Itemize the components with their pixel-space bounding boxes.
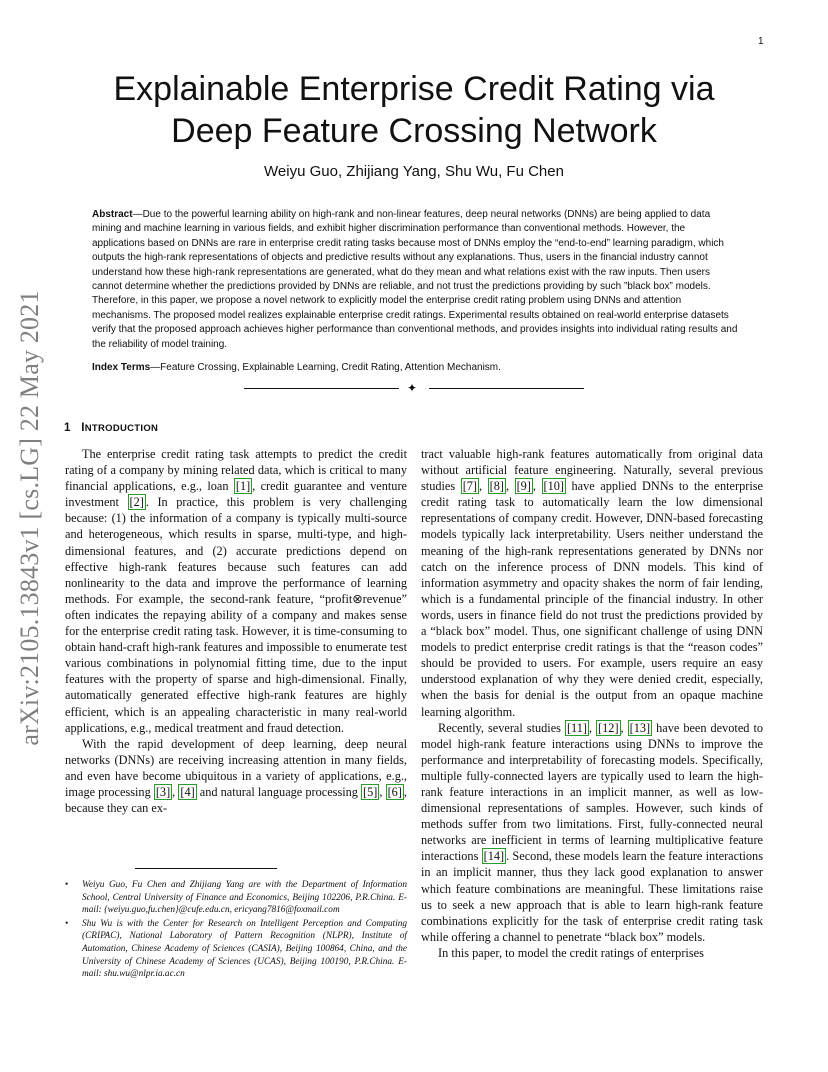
paper-title — [60, 68, 768, 152]
left-column — [65, 446, 407, 816]
citation-link[interactable]: [13] — [629, 720, 651, 735]
text-run: , because they can ex- — [65, 784, 407, 816]
text-run: . In practice, this problem is very challenging because: (1) the information of a company is typically multi-source and heterogeneous, which results in sparse, multi-type, and high-dimensional features, and (2) accurate predictions depend on effective high-rank features because such features can add nonlinearity to the data and improve the performance of learning methods. For example, the second-rank feature, “profit⊗revenue” often indicates the repaying ability of a company and makes sense for the enterprise credit rating task. However, it is time-consuming to obtain hand-craft high-rank features and impossible to enumerate test various combinations in polynomial fitting time, due to the input features with the property of sparse and high-dimensional. Finally, automatically generated effective high-rank features are highly efficient, which is an appealing characteristic in many real-world applications, e.g., medical treatment and fraud detection. — [65, 495, 407, 735]
right-column — [421, 446, 763, 961]
citation-link[interactable]: [1] — [235, 479, 251, 494]
arxiv-id: arXiv:2105.13843v1 [cs.LG] 22 May 2021 — [15, 290, 44, 746]
footnote-item — [65, 918, 407, 981]
citation-link[interactable]: [12] — [598, 720, 619, 735]
title-line-1: Explainable Enterprise Credit Rating via — [113, 70, 715, 108]
arxiv-stamp — [15, 278, 55, 758]
paragraph — [65, 446, 407, 736]
index-terms — [92, 361, 739, 375]
text-run: , — [479, 479, 488, 494]
footnote-item — [65, 879, 407, 917]
paragraph — [421, 446, 763, 720]
citation-link[interactable]: [9] — [516, 479, 531, 494]
bullet-icon: • — [65, 918, 69, 929]
text-run: The enterprise credit rating task attempts to predict the credit rating of a company by mining related data, which is critical to many financial applications, e.g., loan — [65, 447, 407, 494]
author-list: Weiyu Guo, Zhijiang Yang, Shu Wu, Fu Chen — [264, 163, 564, 180]
text-run: and natural language processing — [196, 784, 362, 799]
footnotes — [65, 879, 407, 982]
text-run: Recently, several studies — [438, 720, 565, 735]
citation-link[interactable]: [5] — [363, 784, 378, 799]
text-run: . Second, these models learn the feature interactions in an implicit manner, thus they lack good explanation to answer which feature combinations are meaningful. These limitations raise us to seek a new approach that is able to learn high-rank feature combinations explicitly for the task of enterprise credit rating task while offering a channel to penetrate “black box” models. — [421, 849, 763, 944]
page-number: 1 — [758, 36, 764, 47]
citation-link[interactable]: [8] — [489, 479, 504, 494]
divider-line-right — [429, 388, 584, 389]
citation-link[interactable]: [10] — [543, 479, 564, 494]
abstract — [92, 208, 739, 352]
paragraph — [65, 736, 407, 816]
paragraph — [421, 945, 763, 961]
footnote-rule — [135, 868, 277, 869]
section-first-letter: I — [81, 422, 85, 434]
citation-link[interactable]: [14] — [483, 849, 505, 864]
citation-link[interactable]: [6] — [387, 784, 402, 799]
footnote-text: Shu Wu is with the Center for Research on Intelligent Perception and Computing (CRIPAC), National Laboratory of Pattern Recognition (NLPR), Institute of Automation, Chinese Academy of Sciences (CASIA), Beijing 100864, China, and the University of Chinese Academy of Sciences (UCAS), Beijing 100190, P.R.China. E-mail: shu.wu@nlpr.ia.ac.cn — [82, 918, 407, 980]
abstract-label: Abstract — [92, 209, 133, 220]
section-title-rest: NTRODUCTION — [84, 423, 159, 434]
text-run: , — [532, 479, 542, 494]
footnote-text: Weiyu Guo, Fu Chen and Zhijiang Yang are with the Department of Information School, Central University of Finance and Economics, Beijing 102206, P.R.China. E-mail: {weiyu.guo,fu.chen}@cufe.edu.cn, ericyang7816@foxmail.com — [82, 880, 407, 916]
bullet-icon: • — [65, 880, 69, 890]
divider-diamond-icon: ✦ — [407, 381, 418, 395]
paragraph — [421, 720, 763, 945]
citation-link[interactable]: [4] — [180, 784, 195, 799]
section-number: 1 — [64, 422, 71, 434]
divider-line-left — [244, 388, 399, 389]
index-terms-label: Index Terms — [92, 362, 151, 373]
section-divider — [244, 381, 584, 395]
text-run: tract valuable high-rank features automatically from original data without artificial feature engineering. Naturally, several previous studies — [421, 447, 763, 494]
citation-link[interactable]: [7] — [462, 479, 478, 494]
text-run: , — [505, 479, 515, 494]
title-line-2: Deep Feature Crossing Network — [171, 112, 657, 150]
abstract-text: —Due to the powerful learning ability on high-rank and non-linear features, deep neural networks (DNNs) are being applied to data mining and machine learning in various fields, and exhibit higher discrimination performance than conventional methods. However, the applications based on DNNs are rare in enterprise credit rating tasks because most of DNNs employ the “end-to-end” learning paradigm, which outputs the high-rank representations of objects and predictive results without any explanations. Thus, users in the financial industry cannot understand how these high-rank representations are generated, what do they mean and what relations exist with the raw inputs. Then users cannot determine whether the predictions provided by DNNs are reliable, and not trust the predictions providing by such ”black box” models. Therefore, in this paper, we propose a novel network to explicitly model the enterprise credit rating problem using DNNs and attention mechanisms. The proposed model realizes explainable enterprise credit ratings. Experimental results obtained on real-world enterprise datasets verify that the proposed approach achieves higher performance than conventional methods, and provides insights into individual rating results and the reliability of model training. — [92, 209, 738, 350]
text-run: , credit guarantee and venture investment — [65, 479, 407, 510]
section-heading — [64, 421, 158, 436]
text-run: have applied DNNs to the enterprise credit rating task to automatically learn the low dimensional representations of company credit. However, DNN-based forecasting models typically lack interpretability. Users neither understand the meaning of the high-rank representations generated by DNNs nor catch on the inference process of DNN models. This kind of information asymmetry and opacity shakes the norm of fair lending, which is a fundamental principle of the financial industry. In other words, users in finance field do not trust the predictions provided by a “black box” model. Thus, one significant challenge of using DNN models to predict enterprise credit ratings is that the “reason codes” should be provided to users. For example, users require an easy understood explanation of why they were denied credit, especially, when the basis for denial is the output from an opaque machine learning algorithm. — [421, 479, 763, 719]
text-run: With the rapid development of deep learning, deep neural networks (DNNs) are receiving increasing attention in many fields, and even have become ubiquitous in a variety of applications, e.g., image processing — [65, 736, 407, 799]
citation-link[interactable]: [3] — [155, 784, 171, 799]
citation-link[interactable]: [11] — [566, 720, 587, 735]
text-run: , — [588, 720, 597, 735]
text-run: , — [379, 784, 386, 799]
index-terms-text: —Feature Crossing, Explainable Learning, Credit Rating, Attention Mechanism. — [150, 362, 501, 373]
citation-link[interactable]: [2] — [129, 495, 144, 510]
text-run: , — [620, 720, 628, 735]
text-run: In this paper, to model the credit ratings of enterprises — [438, 945, 704, 960]
text-run: have been devoted to model high-rank feature interactions using DNNs to improve the performance and interpretability of forecasting models. Specifically, multiple fully-connected layers are typically used to learn the high-rank feature interactions in an implicit manner, as well as low-dimensional representations of samples. However, such kinds of methods suffer from two limitations. First, fully-connected neural networks are inefficient in terms of learning multiplicative feature interactions — [421, 720, 764, 864]
text-run: , — [172, 784, 179, 799]
